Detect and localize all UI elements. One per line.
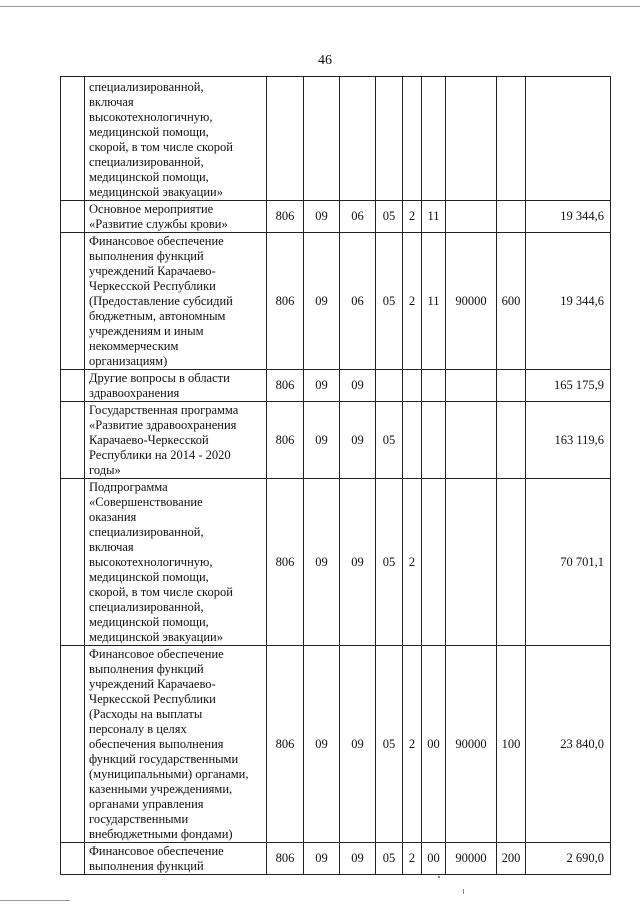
- rz-code: 09: [304, 843, 340, 875]
- budget-table: [60, 76, 611, 875]
- index-cell: [61, 646, 85, 843]
- expense-type-code: [497, 77, 526, 201]
- table-row: [61, 646, 611, 843]
- activity-code: 00: [422, 843, 446, 875]
- item-name: Основное мероприятие «Развитие службы крови»: [85, 201, 267, 233]
- expense-type-code: [497, 479, 526, 646]
- index-cell: [61, 233, 85, 370]
- program-code: 05: [376, 479, 403, 646]
- gr-code: 806: [267, 402, 304, 479]
- item-name: специализированной, включая высокотехнологичную, медицинской помощи, скорой, в том числе скорой специализированной, медицинской помощи, медицинской эвакуации»: [85, 77, 267, 201]
- index-cell: [61, 370, 85, 402]
- pr-code: [340, 77, 376, 201]
- activity-code: 00: [422, 646, 446, 843]
- direction-code: [446, 479, 497, 646]
- index-cell: [61, 479, 85, 646]
- gr-code: 806: [267, 233, 304, 370]
- subprogram-code: 2: [403, 201, 422, 233]
- gr-code: 806: [267, 479, 304, 646]
- activity-code: [422, 479, 446, 646]
- amount: [526, 77, 611, 201]
- activity-code: [422, 77, 446, 201]
- table-row: [61, 402, 611, 479]
- pr-code: 06: [340, 233, 376, 370]
- gr-code: 806: [267, 843, 304, 875]
- amount: 19 344,6: [526, 201, 611, 233]
- program-code: 05: [376, 233, 403, 370]
- expense-type-code: 600: [497, 233, 526, 370]
- scan-speck: [463, 889, 464, 894]
- scan-speck: [438, 876, 440, 878]
- item-name: Другие вопросы в области здравоохранения: [85, 370, 267, 402]
- program-code: 05: [376, 201, 403, 233]
- pr-code: 09: [340, 402, 376, 479]
- amount: 163 119,6: [526, 402, 611, 479]
- rz-code: 09: [304, 402, 340, 479]
- direction-code: [446, 77, 497, 201]
- table-row: [61, 843, 611, 875]
- pr-code: 09: [340, 370, 376, 402]
- direction-code: 90000: [446, 843, 497, 875]
- gr-code: 806: [267, 201, 304, 233]
- item-name: Подпрограмма «Совершенствование оказания специализированной, включая высокотехнологичную, медицинской помощи, скорой, в том числе скорой специализированной, медицинской помощи, медицинской эвакуации»: [85, 479, 267, 646]
- rz-code: 09: [304, 233, 340, 370]
- pr-code: 09: [340, 479, 376, 646]
- table-row: [61, 77, 611, 201]
- subprogram-code: [403, 402, 422, 479]
- direction-code: 90000: [446, 646, 497, 843]
- program-code: 05: [376, 646, 403, 843]
- pr-code: 06: [340, 201, 376, 233]
- page-number: 46: [318, 53, 332, 68]
- rz-code: 09: [304, 201, 340, 233]
- table-row: [61, 370, 611, 402]
- subprogram-code: 2: [403, 646, 422, 843]
- direction-code: [446, 201, 497, 233]
- rz-code: 09: [304, 646, 340, 843]
- index-cell: [61, 77, 85, 201]
- rz-code: 09: [304, 479, 340, 646]
- subprogram-code: 2: [403, 233, 422, 370]
- table-row: [61, 479, 611, 646]
- program-code: 05: [376, 843, 403, 875]
- item-name: Финансовое обеспечение выполнения функций учреждений Карачаево- Черкесской Республики (Расходы на выплаты персоналу в целях обеспечения выполнения функций государственными (муниципальными) органами, казенными учреждениями, органами управления государственными внебюджетными фондами): [85, 646, 267, 843]
- activity-code: 11: [422, 201, 446, 233]
- item-name: Государственная программа «Развитие здравоохранения Карачаево-Черкесской Республики на 2014 - 2020 годы»: [85, 402, 267, 479]
- activity-code: 11: [422, 233, 446, 370]
- rz-code: [304, 77, 340, 201]
- subprogram-code: 2: [403, 479, 422, 646]
- expense-type-code: 200: [497, 843, 526, 875]
- subprogram-code: [403, 77, 422, 201]
- program-code: [376, 370, 403, 402]
- direction-code: [446, 402, 497, 479]
- amount: 70 701,1: [526, 479, 611, 646]
- subprogram-code: [403, 370, 422, 402]
- rz-code: 09: [304, 370, 340, 402]
- pr-code: 09: [340, 843, 376, 875]
- amount: 2 690,0: [526, 843, 611, 875]
- expense-type-code: [497, 201, 526, 233]
- program-code: [376, 77, 403, 201]
- scan-bottom-edge: [0, 900, 70, 901]
- index-cell: [61, 402, 85, 479]
- table-row: [61, 233, 611, 370]
- subprogram-code: 2: [403, 843, 422, 875]
- gr-code: [267, 77, 304, 201]
- expense-type-code: 100: [497, 646, 526, 843]
- index-cell: [61, 843, 85, 875]
- index-cell: [61, 201, 85, 233]
- activity-code: [422, 402, 446, 479]
- direction-code: 90000: [446, 233, 497, 370]
- gr-code: 806: [267, 646, 304, 843]
- program-code: 05: [376, 402, 403, 479]
- table-row: [61, 201, 611, 233]
- item-name: Финансовое обеспечение выполнения функций: [85, 843, 267, 875]
- direction-code: [446, 370, 497, 402]
- pr-code: 09: [340, 646, 376, 843]
- expense-type-code: [497, 370, 526, 402]
- amount: 19 344,6: [526, 233, 611, 370]
- gr-code: 806: [267, 370, 304, 402]
- item-name: Финансовое обеспечение выполнения функций учреждений Карачаево- Черкесской Республики (Предоставление субсидий бюджетным, автономным учреждениям и иным некоммерческим организациям): [85, 233, 267, 370]
- activity-code: [422, 370, 446, 402]
- amount: 23 840,0: [526, 646, 611, 843]
- expense-type-code: [497, 402, 526, 479]
- amount: 165 175,9: [526, 370, 611, 402]
- scan-top-edge: [0, 6, 640, 7]
